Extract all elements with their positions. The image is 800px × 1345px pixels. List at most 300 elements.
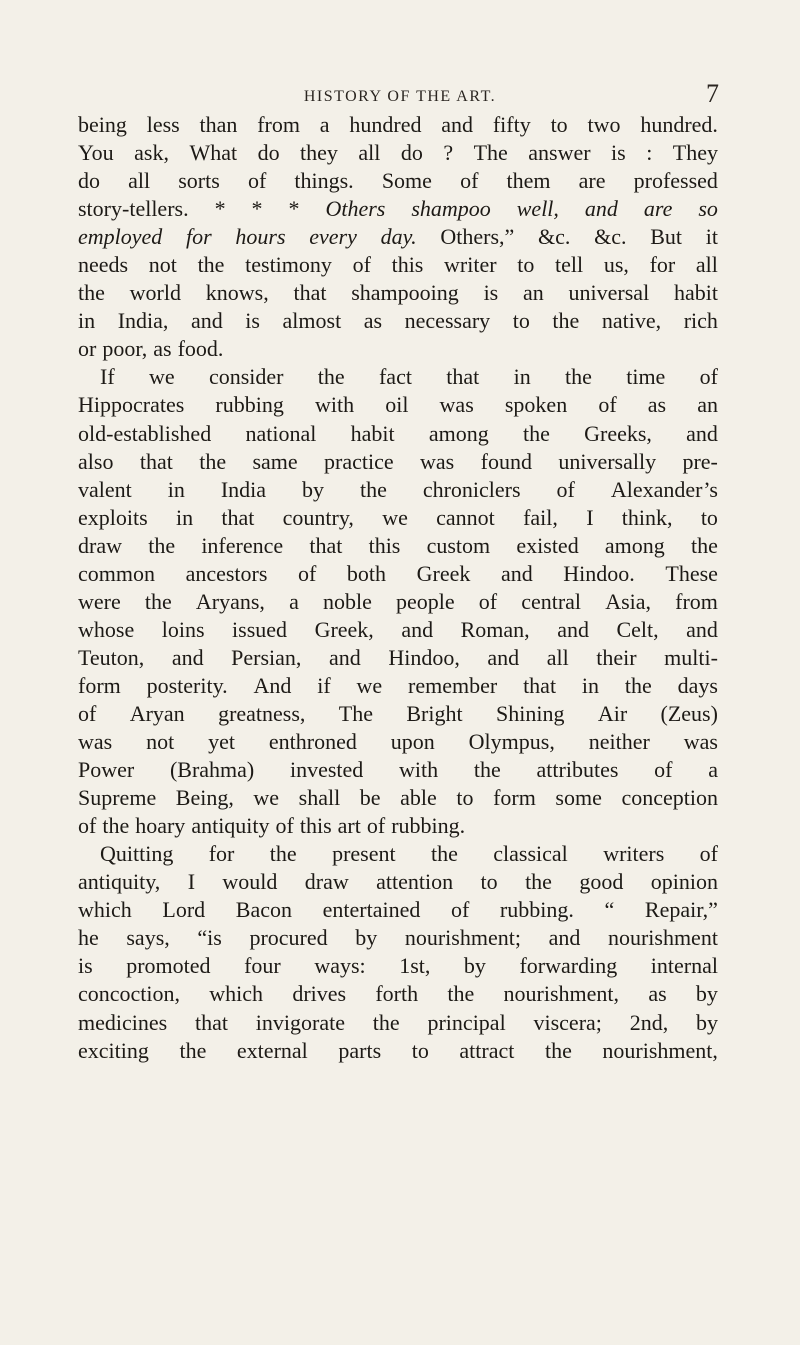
word: hoary [135,813,186,839]
word: think, [621,504,673,530]
word: so [698,196,718,222]
word: would [222,869,278,895]
word: nourishment; [404,925,521,951]
word: multi- [664,644,718,670]
word: and [190,308,223,334]
word: well, [516,196,559,222]
word: all [546,644,569,670]
word: found [480,448,532,474]
word: the [102,813,130,839]
text-line [78,756,718,784]
word: to [517,252,535,278]
word: Roman, [460,616,530,642]
word: The [473,140,508,166]
word: and [686,420,718,446]
word: pre- [682,448,718,474]
word: of [460,168,479,194]
word: writer [444,252,497,278]
word: antiquity, [78,869,161,895]
word: a [319,112,330,137]
word: Others [325,196,386,222]
word: Power [78,757,135,783]
word: good [579,869,624,895]
word: Persian, [231,644,302,670]
text-line [78,784,718,812]
word: exploits [78,504,148,530]
text-line [78,111,718,139]
word: that [523,672,557,698]
word: rubbing. [499,897,574,923]
word: for [208,841,235,867]
word: being [78,112,127,137]
text-line [78,167,718,195]
text-line [78,812,718,840]
text-line [78,363,718,391]
word: loins [161,616,205,642]
word: and [557,616,589,642]
word: able [400,785,437,811]
word: that [446,364,480,390]
word: upon [390,729,435,755]
word: needs [78,252,129,278]
word: common [78,560,155,586]
word: (Zeus) [660,700,718,726]
word: The [338,700,373,726]
word: to [700,504,718,530]
word: attention [376,869,454,895]
word: shall [298,785,341,811]
word: the [544,1037,572,1063]
word: is [611,140,626,166]
word: by [695,981,718,1007]
word: attract [459,1037,515,1063]
text-line [78,1037,718,1065]
word: classical [493,841,568,867]
word: draw [304,869,349,895]
word: hundred [349,112,422,137]
word: this [368,532,401,558]
word: also [78,448,114,474]
word: central [521,588,582,614]
word: an [697,392,718,418]
text-line [78,504,718,532]
word: of [699,841,718,867]
word: it [705,224,718,250]
word: not [146,729,175,755]
word: among [604,532,665,558]
word: These [665,560,718,586]
word: India, [117,308,169,334]
word: and [686,616,718,642]
word: “ [604,897,615,923]
word: Bright [406,700,463,726]
word: is [245,308,260,334]
word: of [478,588,498,614]
word: are [578,168,606,194]
word: medicines [78,1009,168,1035]
word: * [214,196,226,222]
word: us, [603,252,629,278]
text-line [78,924,718,952]
word: same [252,448,298,474]
word: They [672,140,718,166]
word: Hindoo, [388,644,460,670]
word: of [78,700,97,726]
word: procured [249,925,328,951]
word: ? [443,140,454,166]
word: and [500,560,533,586]
word: and [441,112,474,137]
word: to [411,1037,429,1063]
word: * [288,196,300,222]
word: enthroned [268,729,357,755]
word: Greek [416,560,471,586]
word: national [245,420,317,446]
word: shampoo [411,196,491,222]
word: Being, [175,785,234,811]
word: necessary [404,308,491,334]
word: by [355,925,378,951]
word: Repair,” [644,897,718,923]
word: nourishment, [503,981,620,1007]
word: do [257,140,280,166]
word: Greeks, [584,420,652,446]
word: exciting [78,1037,149,1063]
word: whose [78,616,135,642]
word: shampooing [351,280,459,306]
word: present [332,841,396,867]
word: and [171,644,204,670]
word: as [153,336,172,362]
word: them [506,168,551,194]
text-line [78,868,718,896]
word: inference [201,532,284,558]
text-line [78,560,718,588]
word: conception [621,785,718,811]
word: every [309,224,357,250]
word: Hippocrates [78,392,185,418]
word: entertained [322,897,421,923]
text-line [78,616,718,644]
word: of [298,560,317,586]
text-line [78,448,718,476]
word: fact [378,364,412,390]
word: that [195,1009,228,1035]
word: viscera; [533,1009,602,1035]
word: cannot [436,504,495,530]
word: less [146,112,180,137]
word: drives [292,981,347,1007]
word: do [400,140,423,166]
word: with [399,757,439,783]
text-line [78,840,718,868]
word: was [439,392,474,418]
word: do [78,168,100,194]
word: both [346,560,387,586]
text-line [78,532,718,560]
word: a [289,588,299,614]
word: habit [673,280,718,306]
word: of [366,813,386,839]
word: in [175,504,194,530]
word: forwarding [519,953,618,979]
word: art [337,813,361,839]
word: a [708,757,718,783]
word: and [548,925,581,951]
word: oil [385,392,409,418]
word: we [253,785,280,811]
word: professed [633,168,718,194]
word: the [148,532,176,558]
word: * [251,196,263,222]
word: poor, [102,336,148,362]
word: that [221,504,255,530]
word: to [456,785,474,811]
word: all [358,140,381,166]
body-text [78,111,718,1065]
word: an [523,280,544,306]
word: hundred. [640,112,718,137]
word: tell [555,252,584,278]
text-line [78,952,718,980]
word: story-tellers. [78,196,189,222]
word: of [699,364,718,390]
word: hours [235,224,286,250]
word: But [650,224,683,250]
word: of [275,813,294,839]
word: What [189,140,238,166]
word: and [401,616,434,642]
word: &c. [538,224,571,250]
word: form [78,672,121,698]
word: Supreme [78,785,157,811]
word: Greek, [314,616,374,642]
word: by [695,1009,718,1035]
word: and [487,644,520,670]
word: custom [426,532,491,558]
word: forth [375,981,419,1007]
word: this [391,252,424,278]
word: sorts [178,168,220,194]
word: opinion [650,869,718,895]
word: some [555,785,602,811]
word: were [78,588,121,614]
word: of [450,897,470,923]
word: fail, [523,504,558,530]
word: old-established [78,420,212,446]
text-line [78,728,718,756]
word: the [372,1009,400,1035]
word: ancestors [185,560,268,586]
word: principal [427,1009,506,1035]
word: was [78,729,113,755]
word: If [100,364,115,390]
word: from [675,588,718,614]
word: issued [232,616,288,642]
word: Others,” [440,224,515,250]
word: the [525,869,552,895]
word: we [356,672,383,698]
word: all [128,168,151,194]
word: the [430,841,458,867]
text-line [78,588,718,616]
word: attributes [536,757,619,783]
word: was [683,729,718,755]
word: yet [208,729,236,755]
word: rubbing [215,392,284,418]
word: knows, [205,280,269,306]
word: ways: [314,953,366,979]
word: world [129,280,181,306]
word: parts [338,1037,382,1063]
word: than [199,112,238,137]
text-line [78,672,718,700]
word: answer [528,140,591,166]
word: concoction, [78,981,181,1007]
word: India [220,476,267,502]
text-line [78,279,718,307]
word: as [648,981,667,1007]
word: or [78,336,97,362]
word: neither [588,729,650,755]
word: promoted [126,953,211,979]
word: rich [683,308,718,334]
word: antiquity [191,813,270,839]
word: Some [381,168,432,194]
word: two [587,112,621,137]
word: existed [516,532,579,558]
word: Shining [495,700,565,726]
word: the [144,588,172,614]
word: of [598,392,617,418]
word: Hindoo. [563,560,635,586]
word: by [302,476,324,502]
word: “is [197,925,222,951]
word: internal [650,953,718,979]
word: Alexander’s [610,476,718,502]
word: for [649,252,676,278]
word: the [552,308,580,334]
word: of [247,168,267,194]
word: is [78,953,93,979]
word: in [167,476,185,502]
word: the [691,532,718,558]
word: Teuton, [78,644,145,670]
word: Lord [162,897,206,923]
word: universal [568,280,650,306]
word: : [646,140,653,166]
text-line [78,251,718,279]
word: greatness, [218,700,306,726]
text-line [78,335,718,363]
word: Quitting [100,841,174,867]
word: external [236,1037,308,1063]
word: invested [289,757,364,783]
text-line [78,420,718,448]
word: Bacon [235,897,292,923]
text-line [78,223,718,251]
word: in [78,308,96,334]
word: the [78,280,105,306]
word: almost [282,308,342,334]
word: of [556,476,575,502]
word: Aryans, [195,588,265,614]
word: of [352,252,371,278]
word: days [677,672,718,698]
word: employed [78,224,163,250]
word: and [584,196,618,222]
word: four [244,953,281,979]
word: that [309,532,343,558]
word: writers [603,841,665,867]
word: that [293,280,327,306]
word: for [186,224,212,250]
word: posterity. [146,672,228,698]
word: the [447,981,475,1007]
word: as [363,308,383,334]
word: noble [322,588,372,614]
word: consider [208,364,284,390]
word: ask, [134,140,169,166]
word: nourishment [607,925,718,951]
word: the [179,1037,207,1063]
text-line [78,391,718,419]
word: among [428,420,489,446]
word: we [382,504,408,530]
word: was [420,448,455,474]
word: Olympus, [468,729,555,755]
word: he [78,925,99,951]
word: Celt, [616,616,659,642]
word: fifty [492,112,531,137]
word: practice [324,448,394,474]
word: in [581,672,600,698]
text-line [78,1009,718,1037]
word: which [78,897,132,923]
word: people [395,588,455,614]
word: the [359,476,387,502]
text-line [78,980,718,1008]
word: of [78,813,97,839]
word: native, [601,308,662,334]
word: And [253,672,292,698]
text-line [78,700,718,728]
word: Air [597,700,628,726]
word: their [596,644,637,670]
text-line [78,139,718,167]
word: to [512,308,530,334]
word: the [522,420,550,446]
word: and [329,644,361,670]
word: rubbing. [391,813,466,839]
word: valent [78,476,132,502]
word: day. [380,224,417,250]
word: nourishment, [602,1037,718,1063]
word: I [187,869,196,895]
word: the [197,252,225,278]
word: the [269,841,297,867]
word: with [314,392,355,418]
word: says, [126,925,170,951]
word: the [317,364,345,390]
running-head: HISTORY OF THE ART. [303,88,497,105]
word: the [199,448,227,474]
word: time [626,364,666,390]
word: the [565,364,592,390]
word: are [643,196,673,222]
word: of [654,757,673,783]
word: &c. [594,224,627,250]
